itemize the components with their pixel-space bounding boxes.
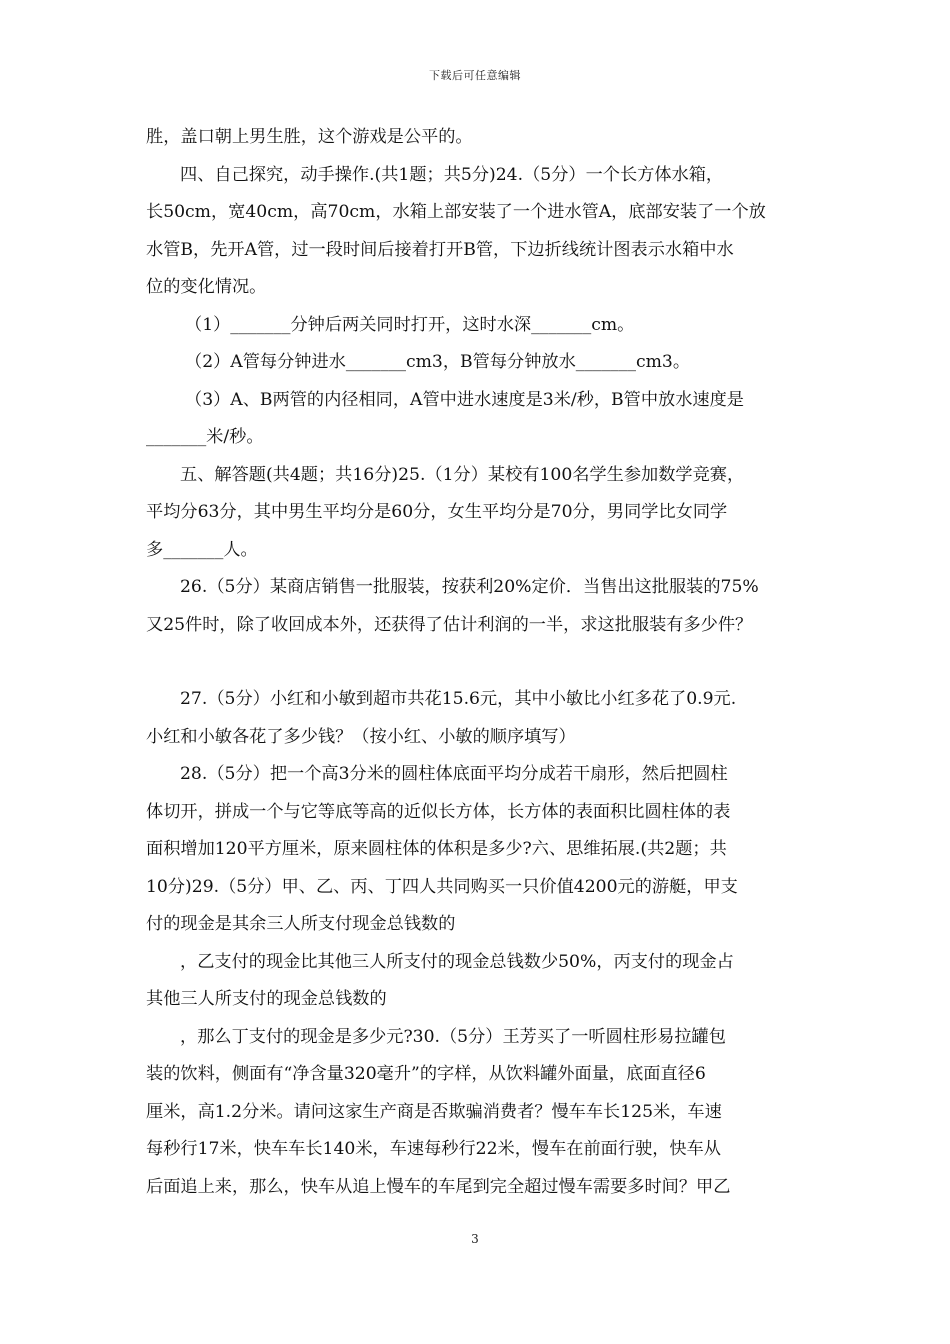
text-line: 体切开，拼成一个与它等底等高的近似长方体，长方体的表面积比圆柱体的表 bbox=[146, 801, 731, 822]
text-line: 厘米，高1.2分米。请问这家生产商是否欺骗消费者？慢车车长125米，车速 bbox=[146, 1101, 722, 1122]
text-line: 装的饮料，侧面有“净含量320毫升”的字样，从饮料罐外面量，底面直径6 bbox=[146, 1064, 706, 1084]
page-number: 3 bbox=[471, 1232, 479, 1246]
text-line: 其他三人所支付的现金总钱数的 bbox=[146, 989, 387, 1009]
question-24-part-1: （1）_______分钟后两关同时打开，这时水深_______cm。 bbox=[185, 314, 635, 335]
question-24-part-2: （2）A管每分钟进水_______cm3，B管每分钟放水_______cm3。 bbox=[185, 352, 691, 372]
text-line: ，乙支付的现金比其他三人所支付的现金总钱数少50%，丙支付的现金占 bbox=[180, 951, 734, 972]
text-line: _______米/秒。 bbox=[146, 427, 264, 447]
text-line: 胜，盖口朝上男生胜，这个游戏是公平的。 bbox=[146, 127, 473, 147]
text-line: 水管B，先开A管，过一段时间后接着打开B管，下边折线统计图表示水箱中水 bbox=[146, 239, 734, 260]
section-five-heading: 五、解答题(共4题；共16分)25.（1分）某校有100名学生参加数学竞赛， bbox=[180, 464, 745, 485]
text-line: 位的变化情况。 bbox=[146, 277, 267, 297]
question-28: 28.（5分）把一个高3分米的圆柱体底面平均分成若干扇形，然后把圆柱 bbox=[180, 764, 728, 784]
blank-space bbox=[146, 644, 814, 681]
document-body bbox=[146, 119, 814, 1206]
text-line: 10分)29.（5分）甲、乙、丙、丁四人共同购买一只价值4200元的游艇，甲支 bbox=[146, 876, 738, 897]
text-line: 长50cm，宽40cm，高70cm，水箱上部安装了一个进水管A，底部安装了一个放 bbox=[146, 202, 766, 222]
question-27: 27.（5分）小红和小敏到超市共花15.6元，其中小敏比小红多花了0.9元. bbox=[180, 689, 737, 709]
text-line: 后面追上来，那么，快车从追上慢车的车尾到完全超过慢车需要多时间？甲乙 bbox=[146, 1176, 731, 1197]
text-line: 付的现金是其余三人所支付现金总钱数的 bbox=[146, 914, 456, 934]
text-line: 又25件时，除了收回成本外，还获得了估计利润的一半，求这批服装有多少件？ bbox=[146, 614, 753, 635]
text-line: 多_______人。 bbox=[146, 539, 258, 560]
text-line: 每秒行17米，快车车长140米，车速每秒行22米，慢车在前面行驶，快车从 bbox=[146, 1139, 721, 1159]
text-line: 平均分63分，其中男生平均分是60分，女生平均分是70分，男同学比女同学 bbox=[146, 502, 728, 522]
text-line: ，那么丁支付的现金是多少元?30.（5分）王芳买了一听圆柱形易拉罐包 bbox=[180, 1026, 726, 1047]
page-header: 下载后可任意编辑 bbox=[429, 69, 521, 82]
text-line: 面积增加120平方厘米，原来圆柱体的体积是多少?六、思维拓展.(共2题；共 bbox=[146, 839, 727, 859]
question-26: 26.（5分）某商店销售一批服装，按获利20%定价．当售出这批服装的75% bbox=[180, 577, 759, 597]
section-four-heading: 四、自己探究，动手操作.(共1题；共5分)24.（5分）一个长方体水箱， bbox=[180, 164, 724, 185]
question-24-part-3: （3）A、B两管的内径相同，A管中进水速度是3米/秒，B管中放水速度是 bbox=[185, 389, 744, 410]
text-line: 小红和小敏各花了多少钱？（按小红、小敏的顺序填写） bbox=[146, 726, 576, 747]
